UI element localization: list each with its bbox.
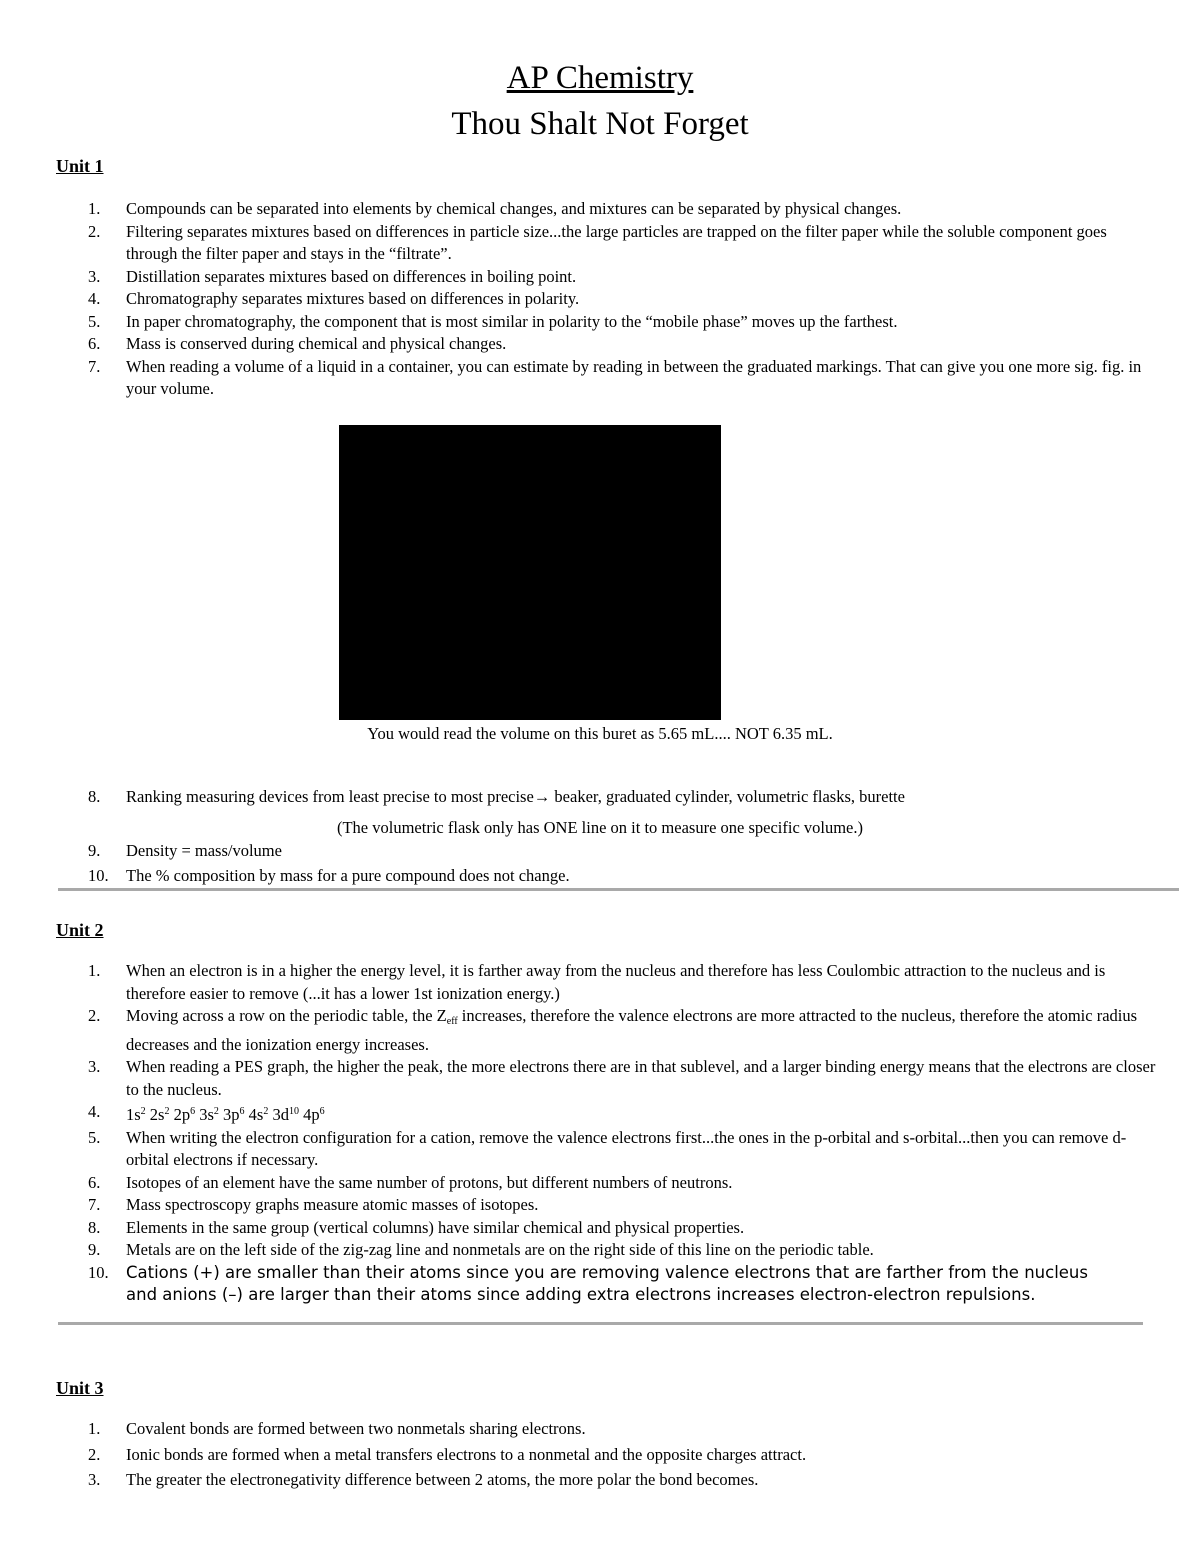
item-text: When reading a volume of a liquid in a container, you can estimate by reading in between the graduated markings. That can give you one more sig. fig. in your volume.	[126, 356, 1142, 398]
item-text: Mass spectroscopy graphs measure atomic masses of isotopes.	[126, 1195, 539, 1214]
item-number: 1.	[88, 1419, 101, 1438]
item-number: 4.	[88, 1102, 101, 1121]
item-text: When an electron is in a higher the energy level, it is farther away from the nucleus and therefore has less Coulombic attraction to the nucleus and is therefore easier to remove (...it has a lower 1st ionization energy.)	[126, 961, 1106, 1003]
item-number: 3.	[88, 1057, 101, 1076]
item-number: 8.	[88, 787, 101, 806]
list-item	[0, 1239, 1156, 1262]
item-text: Ranking measuring devices from least precise to most precise→ beaker, graduated cylinder, volumetric flasks, burette	[126, 787, 905, 806]
unit1-heading: Unit 1	[56, 156, 104, 176]
orbital-label: 1s	[126, 1105, 141, 1124]
list-item	[0, 960, 1156, 1005]
item-number: 10.	[88, 1262, 109, 1282]
orbital-electron-count: 6	[239, 1106, 245, 1117]
item-number: 9.	[88, 1240, 101, 1259]
item-number: 8.	[88, 1217, 101, 1237]
list-item	[0, 1262, 1116, 1307]
item-number: 7.	[88, 356, 101, 376]
list-item	[0, 356, 1156, 401]
list-item	[0, 1127, 1156, 1172]
page-subtitle: Thou Shalt Not Forget	[451, 106, 749, 142]
item-text: Elements in the same group (vertical columns) have similar chemical and physical properties.	[126, 1217, 745, 1237]
item-number: 2.	[88, 1006, 101, 1025]
item-text: The % composition by mass for a pure compound does not change.	[126, 865, 570, 885]
orbital-label: 3p	[223, 1105, 240, 1124]
list-item	[0, 288, 1156, 311]
orbital-electron-count: 6	[319, 1106, 325, 1117]
item-text: Filtering separates mixtures based on differences in particle size...the large particles are trapped on the filter paper while the soluble component goes through the filter paper and stays in the “filtrate”.	[126, 221, 1107, 263]
item-text: Cations (+) are smaller than their atoms since you are removing valence electrons that are farther from the nucleus and anions (–) are larger than their atoms since adding extra electrons increases electron-electron repulsions.	[126, 1262, 1088, 1304]
volumetric-flask-note: (The volumetric flask only has ONE line on it to measure one specific volume.)	[336, 818, 864, 837]
list-item	[0, 1005, 1156, 1056]
orbital-label: 4s	[248, 1105, 264, 1124]
divider	[58, 1322, 1143, 1325]
orbital-label: 2p	[173, 1105, 191, 1124]
page-title: AP Chemistry	[506, 60, 694, 96]
orbital-electron-count: 2	[213, 1106, 219, 1117]
list-item	[0, 311, 1156, 334]
orbital-electron-count: 2	[164, 1106, 170, 1117]
orbital-label: 4p	[303, 1105, 320, 1124]
item-text: Mass is conserved during chemical and physical changes.	[126, 334, 507, 353]
item-text: Isotopes of an element have the same number of protons, but different numbers of neutrons.	[126, 1172, 733, 1192]
item-text: Distillation separates mixtures based on differences in boiling point.	[126, 266, 577, 286]
orbital-electron-count: 10	[288, 1106, 299, 1117]
item-number: 3.	[88, 1470, 101, 1489]
list-item	[0, 333, 1156, 356]
list-item	[0, 1217, 1156, 1240]
item-text: Metals are on the left side of the zig-zag line and nonmetals are on the right side of this line on the periodic table.	[126, 1240, 874, 1259]
item-text: Compounds can be separated into elements by chemical changes, and mixtures can be separated by physical changes.	[126, 199, 902, 218]
item-number: 1.	[88, 961, 101, 980]
item-text: When writing the electron configuration for a cation, remove the valence electrons first...the ones in the p-orbital and s-orbital...then you can remove d-orbital electrons if necessary.	[126, 1127, 1127, 1169]
item-number: 4.	[88, 289, 101, 308]
orbital-label: 2s	[149, 1105, 165, 1124]
item-number: 2.	[88, 221, 101, 241]
orbital-label: 3d	[272, 1105, 289, 1124]
orbital-electron-count: 2	[263, 1106, 269, 1117]
unit1-list	[0, 198, 1156, 401]
item-number: 5.	[88, 311, 101, 331]
list-item	[0, 266, 1156, 289]
item-text: Covalent bonds are formed between two nonmetals sharing electrons.	[126, 1419, 586, 1438]
list-item	[0, 865, 1156, 888]
list-item	[0, 1056, 1156, 1101]
list-item	[0, 1194, 1156, 1217]
unit1-list-continued	[0, 786, 1156, 809]
item-number: 5.	[88, 1127, 101, 1147]
item-number: 6.	[88, 334, 101, 353]
figure-caption: You would read the volume on this buret as 5.65 mL.... NOT 6.35 mL.	[367, 724, 833, 743]
list-item	[0, 221, 1156, 266]
zeff-subscript: eff	[446, 1016, 458, 1027]
item-number: 9.	[88, 841, 101, 860]
item-text: increases, therefore the valence electrons are more attracted to the nucleus, therefore the atomic radius decreases and the ionization energy increases.	[126, 1006, 1138, 1054]
divider	[58, 888, 1179, 891]
item-text: Density = mass/volume	[126, 841, 282, 860]
orbital-electron-count: 2	[140, 1106, 146, 1117]
item-number: 10.	[88, 865, 109, 885]
item-text: Chromatography separates mixtures based on differences in polarity.	[126, 289, 580, 308]
unit3-list	[0, 1418, 1156, 1492]
item-text: The greater the electronegativity difference between 2 atoms, the more polar the bond becomes.	[126, 1470, 759, 1489]
item-text: Ionic bonds are formed when a metal transfers electrons to a nonmetal and the opposite charges attract.	[126, 1444, 807, 1464]
list-item	[0, 1469, 1156, 1492]
orbital-label: 3s	[199, 1105, 214, 1124]
list-item	[0, 840, 1156, 863]
list-item	[0, 198, 1156, 221]
item-number: 1.	[88, 199, 101, 218]
list-item	[0, 1418, 1156, 1441]
item-text: When reading a PES graph, the higher the peak, the more electrons there are in that sublevel, and a larger binding energy means that the electrons are closer to the nucleus.	[126, 1057, 1156, 1099]
unit3-heading: Unit 3	[56, 1378, 104, 1398]
item-number: 3.	[88, 266, 101, 286]
list-item	[0, 786, 1156, 809]
unit2-heading: Unit 2	[56, 920, 104, 940]
list-item	[0, 1172, 1156, 1195]
item-text: In paper chromatography, the component that is most similar in polarity to the “mobile phase” moves up the farthest.	[126, 311, 898, 331]
list-item	[0, 1444, 1156, 1467]
electron-configuration	[126, 1105, 325, 1124]
item-number: 7.	[88, 1195, 101, 1214]
item-text: Moving across a row on the periodic table, the Z	[126, 1006, 447, 1025]
buret-image	[339, 425, 721, 720]
list-item	[0, 1101, 1156, 1127]
unit2-list	[0, 960, 1156, 1307]
item-number: 2.	[88, 1444, 101, 1464]
orbital-electron-count: 6	[190, 1106, 196, 1117]
item-number: 6.	[88, 1172, 101, 1192]
unit1-list-end	[0, 840, 1156, 887]
